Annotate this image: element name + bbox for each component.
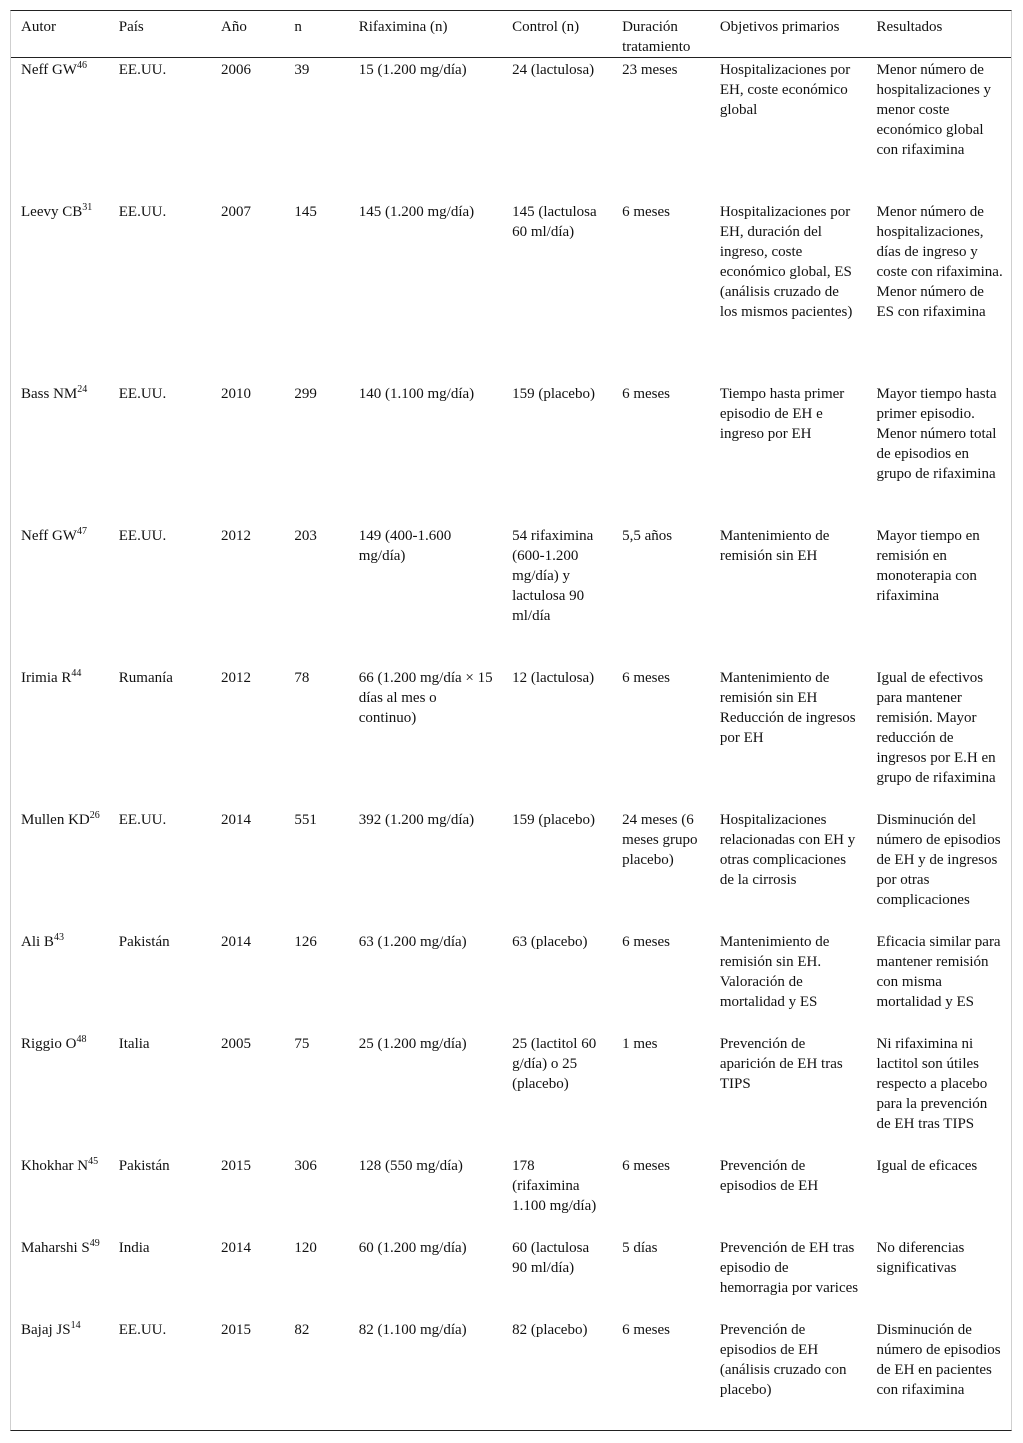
- cell-objetivos: Mantenimiento de remisión sin EH. Valoración de mortalidad y ES: [719, 933, 830, 1010]
- cell-objetivos: Mantenimiento de remisión sin EH: [719, 527, 830, 564]
- cell-anio: 2005: [220, 1035, 251, 1052]
- cell-duracion: 5,5 años: [622, 527, 673, 544]
- author-name: Neff GW: [21, 527, 77, 544]
- author-name: Neff GW: [21, 62, 77, 78]
- cell-pais: EE.UU.: [118, 203, 167, 220]
- reference-number: 48: [76, 1033, 87, 1045]
- cell-anio: 2012: [220, 669, 251, 686]
- cell-anio: 2014: [220, 811, 251, 828]
- cell-pais: EE.UU.: [118, 811, 167, 828]
- cell-resultados: Menor número de hospitalizaciones y menor coste económico global con rifaximina: [876, 62, 992, 158]
- cell-autor: [11, 200, 109, 382]
- cell-duracion: 6 meses: [622, 1321, 670, 1338]
- reference-number: 45: [88, 1155, 99, 1167]
- cell-resultados: Igual de eficaces: [876, 1157, 978, 1174]
- cell-autor: [11, 58, 109, 200]
- header-resultados: Resultados: [867, 11, 1012, 58]
- reference-number: 49: [89, 1237, 100, 1249]
- cell-autor: [11, 1236, 109, 1318]
- cell-pais: EE.UU.: [118, 62, 167, 78]
- cell-duracion: 6 meses: [622, 203, 670, 220]
- cell-autor: [11, 382, 109, 524]
- cell-n: 126: [294, 933, 317, 950]
- table-row: [11, 1032, 1011, 1154]
- author-name: Leevy CB: [21, 203, 83, 220]
- cell-objetivos: Prevención de EH tras episodio de hemorragia por varices: [719, 1239, 859, 1296]
- cell-pais: India: [118, 1239, 150, 1256]
- cell-objetivos: Prevención de episodios de EH (análisis cruzado con placebo): [719, 1321, 847, 1398]
- cell-objetivos: Hospitalizaciones por EH, coste económico global: [719, 62, 851, 118]
- cell-anio: 2015: [220, 1157, 251, 1174]
- cell-autor: [11, 808, 109, 930]
- cell-rifaximina: 82 (1.100 mg/día): [358, 1321, 467, 1338]
- cell-control: 145 (lactulosa 60 ml/día): [512, 203, 597, 240]
- table-row: [11, 1236, 1011, 1318]
- cell-control: 159 (placebo): [512, 385, 595, 402]
- table-row: [11, 58, 1011, 200]
- table-row: [11, 200, 1011, 382]
- cell-duracion: 6 meses: [622, 669, 670, 686]
- cell-resultados: Menor número de hospitalizaciones, días de ingreso y coste con rifaximina. Menor número de ES con rifaximina: [876, 203, 1003, 320]
- cell-autor: [11, 1032, 109, 1154]
- cell-control: 25 (lactitol 60 g/día) o 25 (placebo): [512, 1035, 597, 1092]
- cell-pais: Pakistán: [118, 1157, 170, 1174]
- cell-pais: Rumanía: [118, 669, 173, 686]
- table-row: [11, 1154, 1011, 1236]
- cell-resultados: Eficacia similar para mantener remisión con misma mortalidad y ES: [876, 933, 1001, 1010]
- cell-resultados: Mayor tiempo en remisión en monoterapia con rifaximina: [876, 527, 980, 604]
- cell-rifaximina: 392 (1.200 mg/día): [358, 811, 475, 828]
- cell-anio: 2010: [220, 385, 251, 402]
- cell-anio: 2006: [220, 62, 251, 78]
- header-n: n: [284, 11, 348, 58]
- cell-anio: 2012: [220, 527, 251, 544]
- header-duracion: Duración tratamiento: [612, 11, 710, 58]
- cell-rifaximina: 149 (400-1.600 mg/día): [358, 527, 452, 564]
- author-name: Riggio O: [21, 1035, 77, 1052]
- table-row: [11, 382, 1011, 524]
- cell-rifaximina: 145 (1.200 mg/día): [358, 203, 475, 220]
- table-row: [11, 1318, 1011, 1420]
- cell-objetivos: Mantenimiento de remisión sin EH Reducción de ingresos por EH: [719, 669, 856, 746]
- cell-control: 178 (rifaximina 1.100 mg/día): [512, 1157, 597, 1214]
- cell-n: 39: [294, 62, 310, 78]
- cell-control: 82 (placebo): [512, 1321, 588, 1338]
- author-name: Bass NM: [21, 385, 78, 402]
- author-name: Bajaj JS: [21, 1321, 71, 1338]
- table-row: [11, 666, 1011, 808]
- cell-objetivos: Hospitalizaciones por EH, duración del ingreso, coste económico global, ES (análisis cruzado de los mismos pacientes): [719, 203, 853, 320]
- reference-number: 14: [70, 1319, 81, 1331]
- cell-objetivos: Prevención de aparición de EH tras TIPS: [719, 1035, 843, 1092]
- table-header-row: [11, 11, 1011, 58]
- cell-autor: [11, 524, 109, 666]
- table-frame: [10, 10, 1012, 1431]
- table-row: [11, 808, 1011, 930]
- cell-autor: [11, 666, 109, 808]
- cell-anio: 2014: [220, 933, 251, 950]
- author-name: Mullen KD: [21, 811, 90, 828]
- cell-objetivos: Hospitalizaciones relacionadas con EH y otras complicaciones de la cirrosis: [719, 811, 856, 888]
- cell-rifaximina: 63 (1.200 mg/día): [358, 933, 467, 950]
- cell-duracion: 6 meses: [622, 385, 670, 402]
- reference-number: 46: [76, 60, 87, 71]
- cell-objetivos: Prevención de episodios de EH: [719, 1157, 819, 1194]
- author-name: Khokhar N: [21, 1157, 89, 1174]
- header-autor: Autor: [11, 11, 109, 58]
- cell-n: 299: [294, 385, 317, 402]
- cell-resultados: Igual de efectivos para mantener remisión. Mayor reducción de ingresos por E.H en grupo de rifaximina: [876, 669, 996, 786]
- cell-resultados: Disminución del número de episodios de EH y de ingresos por otras complicaciones: [876, 811, 1001, 908]
- cell-pais: EE.UU.: [118, 385, 167, 402]
- author-name: Ali B: [21, 933, 54, 950]
- cell-control: 159 (placebo): [512, 811, 595, 828]
- cell-resultados: Mayor tiempo hasta primer episodio. Menor número total de episodios en grupo de rifaximina: [876, 385, 997, 482]
- cell-control: 24 (lactulosa): [512, 62, 595, 78]
- cell-n: 120: [294, 1239, 317, 1256]
- cell-control: 63 (placebo): [512, 933, 588, 950]
- header-control: Control (n): [502, 11, 612, 58]
- reference-number: 47: [76, 525, 87, 537]
- rifaximina-studies-table: [11, 11, 1011, 1420]
- reference-number: 24: [77, 383, 88, 395]
- header-rifaximina: Rifaximina (n): [349, 11, 502, 58]
- cell-duracion: 5 días: [622, 1239, 658, 1256]
- cell-n: 203: [294, 527, 317, 544]
- cell-pais: Italia: [118, 1035, 150, 1052]
- cell-pais: EE.UU.: [118, 527, 167, 544]
- cell-rifaximina: 25 (1.200 mg/día): [358, 1035, 467, 1052]
- cell-autor: [11, 1318, 109, 1420]
- header-objetivos: Objetivos primarios: [710, 11, 867, 58]
- cell-anio: 2007: [220, 203, 251, 220]
- cell-n: 75: [294, 1035, 310, 1052]
- cell-n: 145: [294, 203, 317, 220]
- cell-n: 551: [294, 811, 317, 828]
- author-name: Maharshi S: [21, 1239, 90, 1256]
- cell-rifaximina: 128 (550 mg/día): [358, 1157, 463, 1174]
- cell-rifaximina: 60 (1.200 mg/día): [358, 1239, 467, 1256]
- cell-rifaximina: 66 (1.200 mg/día × 15 días al mes o continuo): [358, 669, 493, 726]
- cell-duracion: 6 meses: [622, 933, 670, 950]
- reference-number: 44: [71, 667, 82, 679]
- reference-number: 31: [82, 201, 93, 213]
- cell-autor: [11, 930, 109, 1032]
- cell-duracion: 1 mes: [622, 1035, 658, 1052]
- cell-rifaximina: 140 (1.100 mg/día): [358, 385, 475, 402]
- cell-anio: 2015: [220, 1321, 251, 1338]
- cell-objetivos: Tiempo hasta primer episodio de EH e ingreso por EH: [719, 385, 845, 442]
- cell-control: 60 (lactulosa 90 ml/día): [512, 1239, 590, 1276]
- cell-n: 306: [294, 1157, 317, 1174]
- cell-resultados: Ni rifaximina ni lactitol son útiles respecto a placebo para la prevención de EH tras TIPS: [876, 1035, 988, 1132]
- cell-control: 12 (lactulosa): [512, 669, 595, 686]
- cell-pais: EE.UU.: [118, 1321, 167, 1338]
- cell-duracion: 24 meses (6 meses grupo placebo): [622, 811, 698, 868]
- cell-anio: 2014: [220, 1239, 251, 1256]
- header-pais: País: [109, 11, 211, 58]
- cell-rifaximina: 15 (1.200 mg/día): [358, 62, 467, 78]
- header-anio: Año: [211, 11, 284, 58]
- cell-n: 78: [294, 669, 310, 686]
- cell-duracion: 6 meses: [622, 1157, 670, 1174]
- cell-pais: Pakistán: [118, 933, 170, 950]
- cell-control: 54 rifaximina (600-1.200 mg/día) y lactulosa 90 ml/día: [512, 527, 594, 624]
- author-name: Irimia R: [21, 669, 72, 686]
- cell-resultados: Disminución de número de episodios de EH en pacientes con rifaximina: [876, 1321, 1001, 1398]
- cell-autor: [11, 1154, 109, 1236]
- cell-resultados: No diferencias significativas: [876, 1239, 965, 1276]
- cell-n: 82: [294, 1321, 310, 1338]
- cell-duracion: 23 meses: [622, 62, 678, 78]
- table-row: [11, 930, 1011, 1032]
- reference-number: 26: [89, 809, 100, 821]
- table-row: [11, 524, 1011, 666]
- reference-number: 43: [53, 931, 64, 943]
